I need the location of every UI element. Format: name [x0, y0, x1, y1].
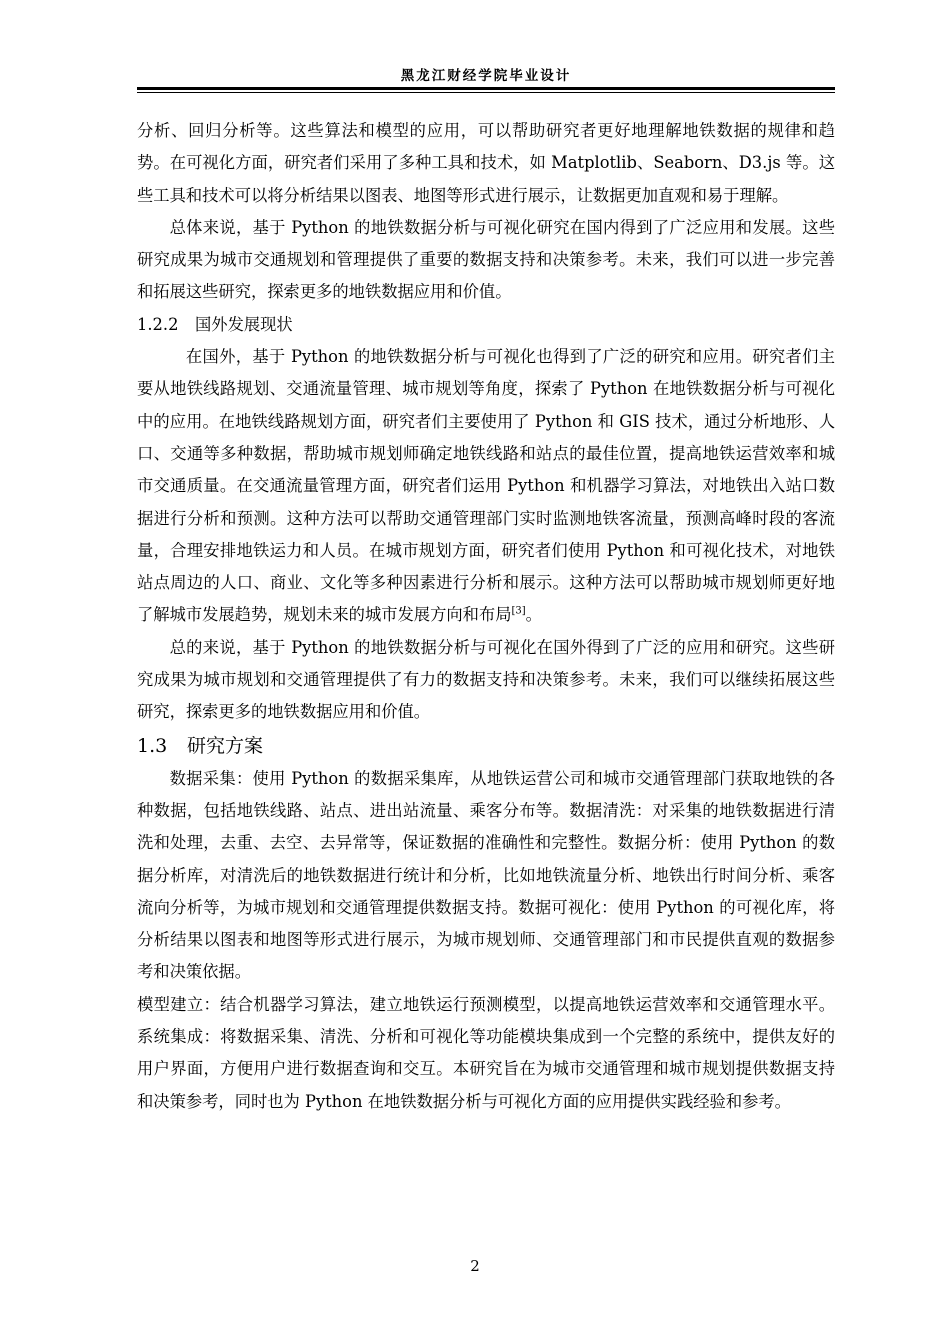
paragraph-model-system: 模型建立：结合机器学习算法，建立地铁运行预测模型，以提高地铁运营效率和交通管理水平。系统集成：将数据采集、清洗、分析和可视化等功能模块集成到一个完整的系统中，提供友好的用户界面，方便用户进行数据查询和交互。本研究旨在为城市交通管理和城市规划提供数据支持和决策参考，同时也为 Python 在地铁数据分析与可视化方面的应用提供实践经验和参考。 — [137, 994, 835, 1111]
paragraph-text: 在国外，基于 Python 的地铁数据分析与可视化也得到了广泛的研究和应用。研究者们主要从地铁线路规划、交通流量管理、城市规划等角度，探索了 Python 在地铁数据分析与可视化中的应用。在地铁线路规划方面，研究者们主要使用了 Python 和 GIS 技术，通过分析地形、人口、交通等多种数据，帮助城市规划师确定地铁线路和站点的最佳位置，提高地铁运营效率和城市交通质量。在交通流量管理方面，研究者们运用 Python 和机器学习算法，对地铁出入站口数据进行分析和预测。这种方法可以帮助交通管理部门实时监测地铁客流量，预测高峰时段的客流量，合理安排地铁运力和人员。在城市规划方面，研究者们使用 Python 和可视化技术，对地铁站点周边的人口、商业、文化等多种因素进行分析和展示。这种方法可以帮助城市规划师更好地了解城市发展趋势，规划未来的城市发展方向和布局 — [137, 347, 835, 625]
paragraph-continued: 分析、回归分析等。这些算法和模型的应用，可以帮助研究者更好地理解地铁数据的规律和趋势。在可视化方面，研究者们采用了多种工具和技术，如 Matplotlib、Seaborn、D3.js 等。这些工具和技术可以将分析结果以图表、地图等形式进行展示，让数据更加直观和易于理解。 — [137, 121, 835, 205]
section-title: 研究方案 — [187, 734, 264, 757]
header-rule-thick — [137, 87, 835, 90]
header-rule-thin — [137, 92, 835, 93]
page-body — [137, 115, 835, 1118]
paragraph-end: 。 — [525, 605, 542, 625]
section-title: 国外发展现状 — [195, 314, 293, 334]
section-heading-1-2-2 — [137, 309, 835, 341]
section-number: 1.2.2 — [137, 314, 179, 334]
section-number: 1.3 — [137, 734, 168, 757]
citation: [3] — [511, 606, 526, 618]
paragraph-domestic-summary: 总体来说，基于 Python 的地铁数据分析与可视化研究在国内得到了广泛应用和发展。这些研究成果为城市交通规划和管理提供了重要的数据支持和决策参考。未来，我们可以进一步完善和拓展这些研究，探索更多的地铁数据应用和价值。 — [137, 217, 835, 302]
paragraph-research-plan: 数据采集：使用 Python 的数据采集库，从地铁运营公司和城市交通管理部门获取地铁的各种数据，包括地铁线路、站点、进出站流量、乘客分布等。数据清洗：对采集的地铁数据进行清洗和处理，去重、去空、去异常等，保证数据的准确性和完整性。数据分析：使用 Python 的数据分析库，对清洗后的地铁数据进行统计和分析，比如地铁流量分析、地铁出行时间分析、乘客流向分析等，为城市规划和交通管理提供数据支持。数据可视化：使用 Python 的可视化库，将分析结果以图表和地图等形式进行展示，为城市规划师、交通管理部门和市民提供直观的数据参考和决策依据。 — [137, 768, 835, 982]
running-header: 黑龙江财经学院毕业设计 — [400, 68, 572, 84]
section-heading-1-3 — [137, 729, 835, 763]
paragraph-foreign-summary: 总的来说，基于 Python 的地铁数据分析与可视化在国外得到了广泛的应用和研究。这些研究成果为城市规划和交通管理提供了有力的数据支持和决策参考。未来，我们可以继续拓展这些研究，探索更多的地铁数据应用和价值。 — [137, 637, 835, 722]
paragraph-foreign-status — [137, 341, 835, 632]
page-number: 2 — [470, 1257, 480, 1275]
